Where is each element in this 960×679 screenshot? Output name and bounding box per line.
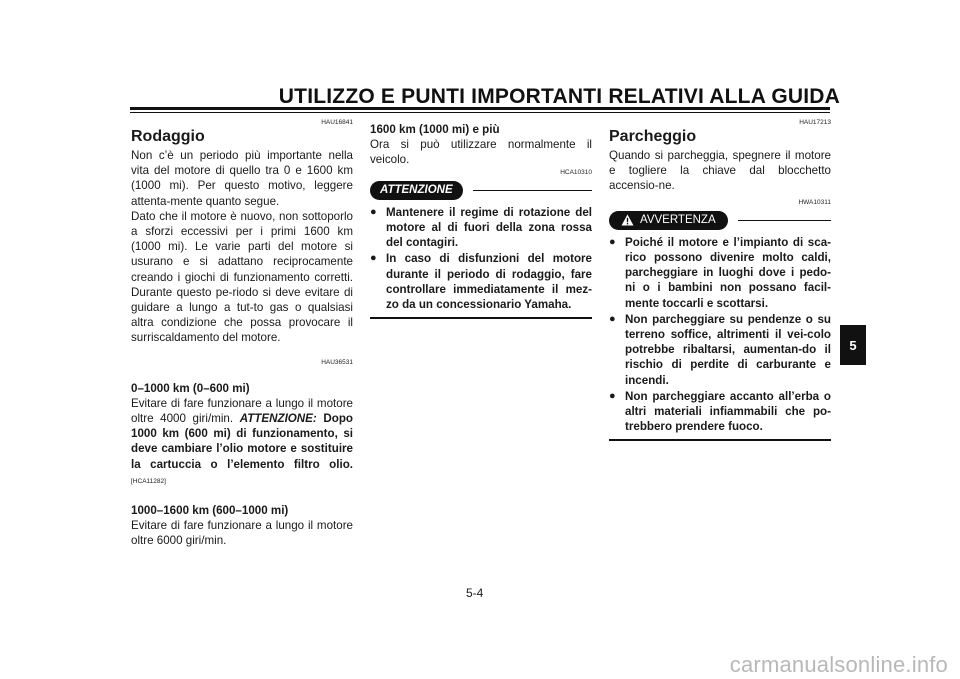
paragraph: Quando si parcheggia, spegnere il motore e togliere la chiave dal blocchetto accensio-ne. — [609, 149, 831, 193]
caution-end-rule — [370, 317, 592, 319]
column-2 — [370, 118, 592, 319]
caution-list — [370, 205, 592, 312]
section-title-rodaggio: Rodaggio — [131, 128, 205, 145]
warning-label: AVVERTENZA — [640, 213, 716, 226]
paragraph: Evitare di fare funzionare a lungo il motore oltre 6000 giri/min. — [131, 519, 353, 548]
subsection-title: 1600 km (1000 mi) e più — [370, 123, 500, 136]
watermark: carmanualsonline.info — [729, 652, 948, 677]
subsection-title: 1000–1600 km (600–1000 mi) — [131, 504, 289, 518]
caution-header — [370, 181, 592, 200]
warning-code: HWA10311 — [798, 198, 831, 206]
list-item: ● Non parcheggiare su pendenze o su terreno soffice, altrimenti il vei-colo potrebbe ribaltarsi, aumentan-do il rischio di perdite di carburante e incendi. — [609, 312, 831, 388]
warning-triangle-icon — [621, 214, 634, 226]
chapter-tab: 5 — [840, 325, 866, 365]
list-item: ● Poiché il motore e l’impianto di sca-rico possono divenire molto caldi, parcheggiare in luoghi dove i pedo-ni o i bambini non possano facil-mente toccarli e scottarsi. — [609, 235, 831, 311]
warning-end-rule — [609, 439, 831, 441]
list-item: ● Non parcheggiare accanto all’erba o altri materiali infiammabili che po-trebbero prendere fuoco. — [609, 389, 831, 435]
column-3 — [609, 118, 831, 441]
caution-code: HCA10310 — [560, 168, 592, 176]
warning-list — [609, 235, 831, 435]
column-1 — [131, 118, 353, 549]
list-item: ● In caso di disfunzioni del motore durante il periodo di rodaggio, fare controllare immediatamente il mez-zo da un concessionario Yamaha. — [370, 251, 592, 312]
inline-caution-text: Dopo 1000 km (600 mi) di funzionamento, si deve cambiare l’olio motore e sostituire la cartuccia o l’elemento filtro olio. — [131, 412, 353, 471]
paragraph-with-caution — [131, 396, 353, 489]
section-code: HAU16841 — [321, 119, 353, 126]
warning-header — [609, 211, 831, 230]
section-code: HAU17213 — [799, 119, 831, 126]
page-number: 5-4 — [466, 586, 484, 600]
paragraph: Non c’è un periodo più importante nella vita del motore di quello tra 0 e 1600 km (1000 mi). Per questo motivo, leggere attenta-mente quanto segue. — [131, 149, 353, 208]
section-title-parcheggio: Parcheggio — [609, 128, 697, 145]
page-header-title: UTILIZZO E PUNTI IMPORTANTI RELATIVI ALLA GUIDA — [278, 85, 840, 108]
paragraph-text: Evitare di fare funzionare a lungo il motore oltre 4000 giri/min. — [131, 396, 353, 426]
paragraph: Ora si può utilizzare normalmente il veicolo. — [370, 138, 592, 167]
inline-caution-label: ATTENZIONE: — [239, 412, 317, 426]
header-rule — [130, 107, 830, 110]
list-item: ● Mantenere il regime di rotazione del motore al di fuori della zona rossa del contagiri. — [370, 205, 592, 251]
warning-rule — [738, 220, 831, 221]
paragraph: Dato che il motore è nuovo, non sottoporlo a sforzi eccessivi per i primi 1600 km (1000 mi). Le varie parti del motore si usurano e si adattano reciprocamente creando i giochi di funzionamento corretti. Durante questo pe-riodo si deve evitare di guidare a lungo a tut-to gas o qualsiasi altra condizione che possa provocare il surriscaldamento del motore. — [131, 209, 353, 345]
header-rule-thin — [130, 112, 830, 113]
caution-label: ATTENZIONE — [370, 181, 463, 200]
caution-rule — [473, 190, 592, 191]
inline-code: [HCA11282] — [131, 477, 166, 485]
section-code: HAU36531 — [321, 358, 353, 366]
warning-pill — [609, 211, 728, 230]
subsection-title: 0–1000 km (0–600 mi) — [131, 381, 250, 395]
